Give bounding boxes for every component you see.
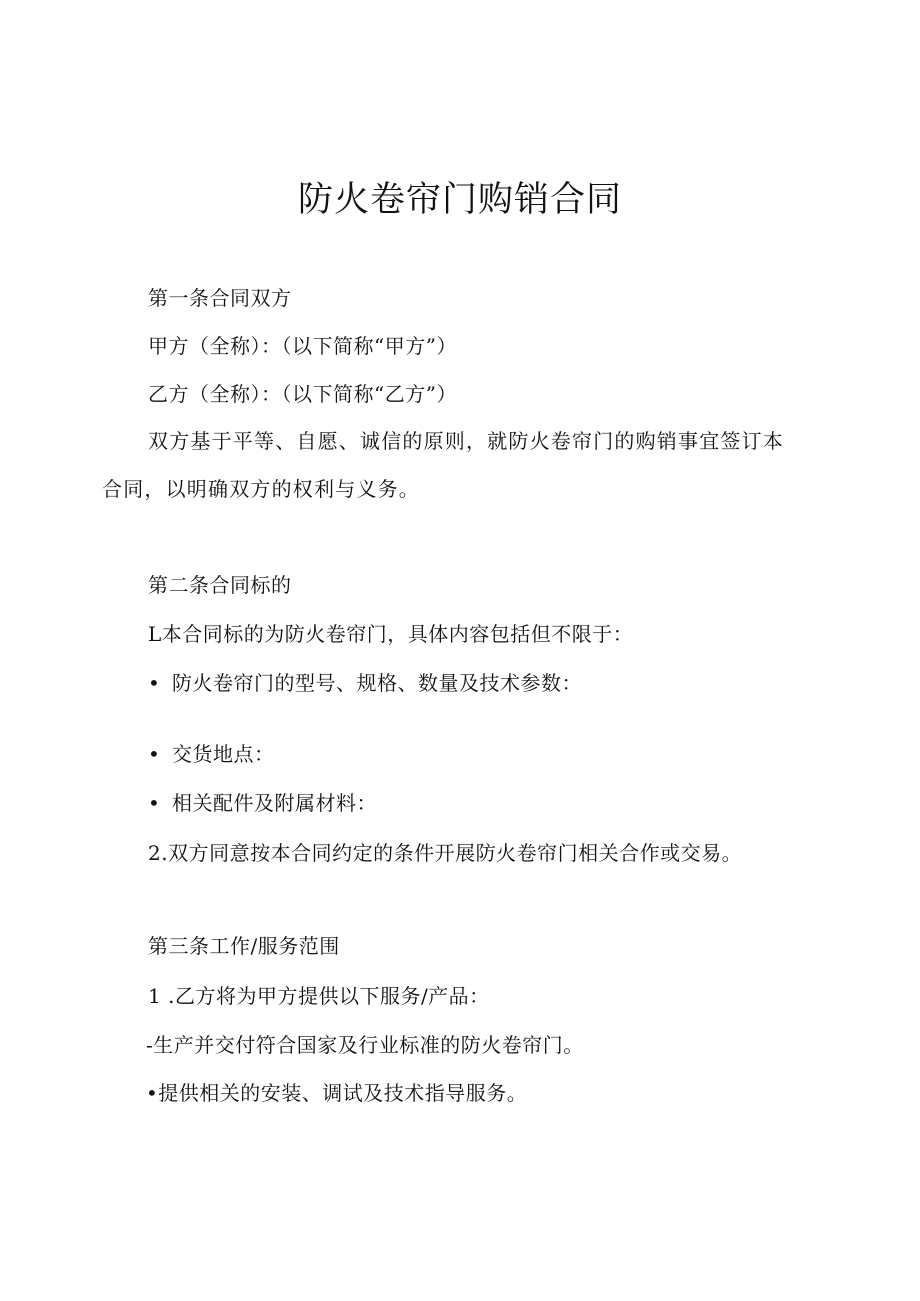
section-2-heading: 第二条合同标的 — [148, 573, 292, 597]
section-1-intro-paragraph: 双方基于平等、自愿、诚信的原则，就防火卷帘门的购销事宜签订本合同，以明确双方的权利与义务。 — [102, 429, 784, 501]
list-item-text: 相关配件及附属材料： — [172, 791, 377, 815]
list-item — [148, 670, 582, 696]
section-2-item-2: 2.双方同意按本合同约定的条件开展防火卷帘门相关合作或交易。 — [148, 841, 743, 865]
party-b-line: 乙方（全称）：（以下简称“乙方”） — [148, 382, 457, 406]
section-3-item-1: 1 .乙方将为甲方提供以下服务/产品： — [148, 984, 490, 1008]
bullet-icon: • — [148, 742, 161, 766]
document-title: 防火卷帘门购销合同 — [297, 180, 622, 220]
party-a-line: 甲方（全称）：（以下简称“甲方”） — [148, 334, 457, 358]
section-3-heading: 第三条工作/服务范围 — [148, 934, 340, 958]
list-item-text: 防火卷帘门的型号、规格、数量及技术参数： — [172, 671, 582, 695]
list-item — [148, 790, 377, 816]
list-item-text: 交货地点： — [172, 742, 275, 766]
section-2-item-1: L本合同标的为防火卷帘门，具体内容包括但不限于： — [148, 622, 634, 646]
section-3-line-b: •提供相关的安装、调试及技术指导服务。 — [146, 1081, 528, 1105]
section-1-heading: 第一条合同双方 — [148, 286, 292, 310]
bullet-icon: • — [148, 671, 161, 695]
section-3-line-a: -生产并交付符合国家及行业标准的防火卷帘门。 — [146, 1033, 584, 1057]
list-item — [148, 741, 275, 767]
bullet-icon: • — [148, 791, 161, 815]
